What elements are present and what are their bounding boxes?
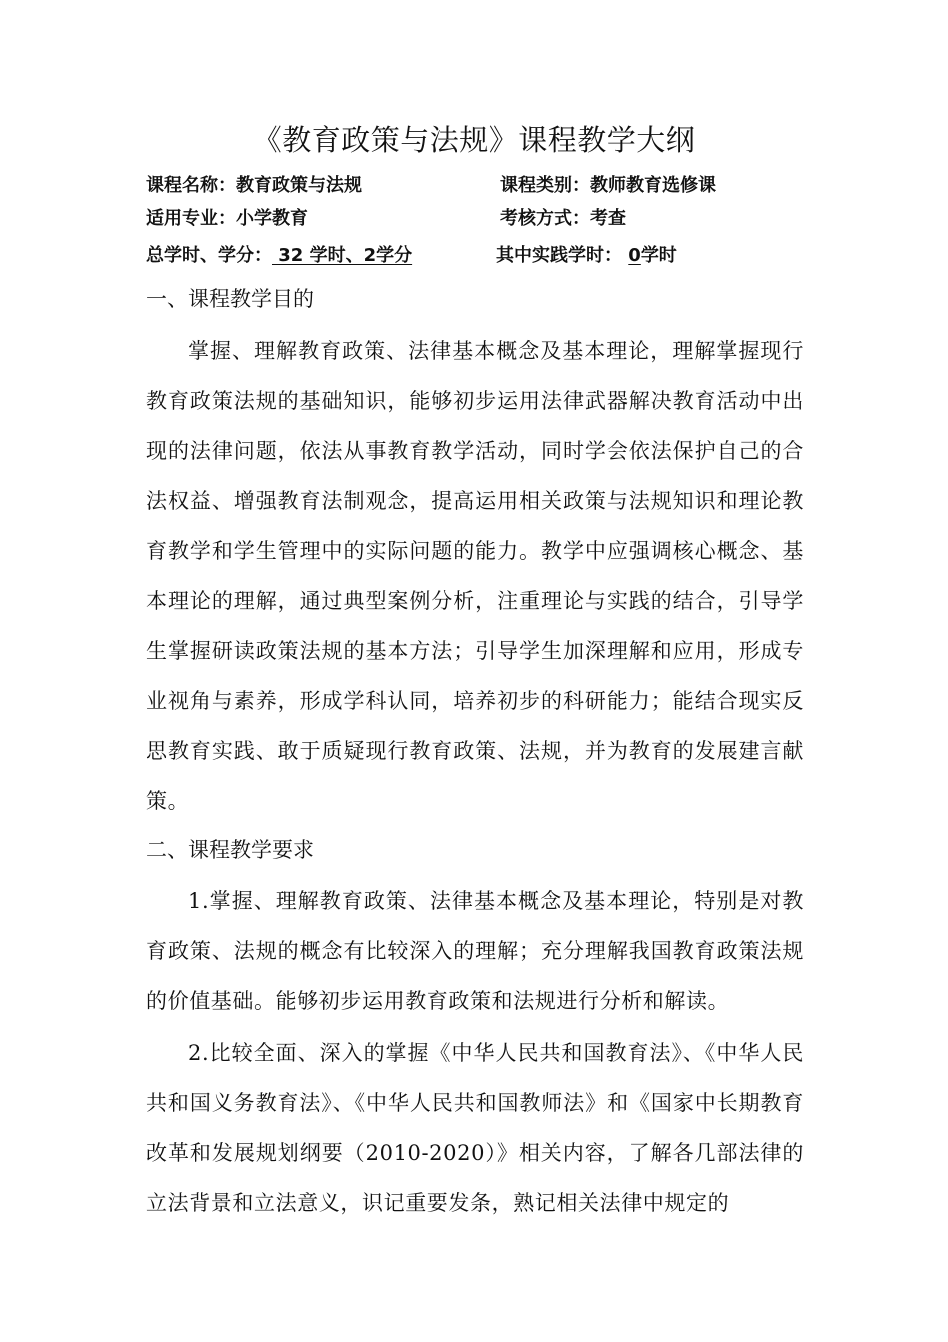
major-label: 适用专业： (146, 208, 236, 229)
course-type-value: 教师教育选修课 (590, 175, 716, 196)
section-heading-requirements: 二、课程教学要求 (146, 838, 314, 862)
assessment-value: 考查 (590, 208, 626, 229)
course-name-field (146, 173, 362, 199)
practice-hours-unit: 学时 (640, 245, 677, 266)
section-paragraph: 1.掌握、理解教育政策、法律基本概念及基本理论，特别是对教育政策、法规的概念有比较深入的理解；充分理解我国教育政策法规的价值基础。能够初步运用教育政策和法规进行分析和解读。 (146, 889, 804, 1013)
hours-field (146, 243, 412, 269)
course-name-value: 教育政策与法规 (236, 175, 362, 196)
assessment-label: 考核方式： (500, 208, 590, 229)
hours-value: 32 学时、2学分 (272, 245, 413, 266)
course-type-field (500, 173, 716, 199)
practice-hours-field (496, 243, 677, 269)
practice-hours-value: 0 (628, 245, 641, 266)
major-field (146, 206, 308, 232)
assessment-field (500, 206, 626, 232)
section-paragraph: 2.比较全面、深入的掌握《中华人民共和国教育法》、《中华人民共和国义务教育法》、《中华人民共和国教师法》和《国家中长期教育改革和发展规划纲要（2010-2020）》相关内容，了解各几部法律的立法背景和立法意义，识记重要发条，熟记相关法律中规定的 (146, 1041, 804, 1215)
document-title: 《教育政策与法规》课程教学大纲 (252, 123, 696, 157)
course-type-label: 课程类别： (500, 175, 590, 196)
section-heading-purpose: 一、课程教学目的 (146, 287, 314, 311)
major-value: 小学教育 (236, 208, 308, 229)
practice-hours-label: 其中实践学时： (496, 245, 622, 266)
course-name-label: 课程名称： (146, 175, 236, 196)
section-paragraph: 掌握、理解教育政策、法律基本概念及基本理论，理解掌握现行教育政策法规的基础知识，能够初步运用法律武器解决教育活动中出现的法律问题，依法从事教育教学活动，同时学会依法保护自己的合法权益、增强教育法制观念，提高运用相关政策与法规知识和理论教育教学和学生管理中的实际问题的能力。教学中应强调核心概念、基本理论的理解，通过典型案例分析，注重理论与实践的结合，引导学生掌握研读政策法规的基本方法；引导学生加深理解和应用，形成专业视角与素养，形成学科认同，培养初步的科研能力；能结合现实反思教育实践、敢于质疑现行教育政策、法规，并为教育的发展建言献策。 (146, 339, 804, 813)
hours-label: 总学时、学分： (146, 245, 272, 266)
